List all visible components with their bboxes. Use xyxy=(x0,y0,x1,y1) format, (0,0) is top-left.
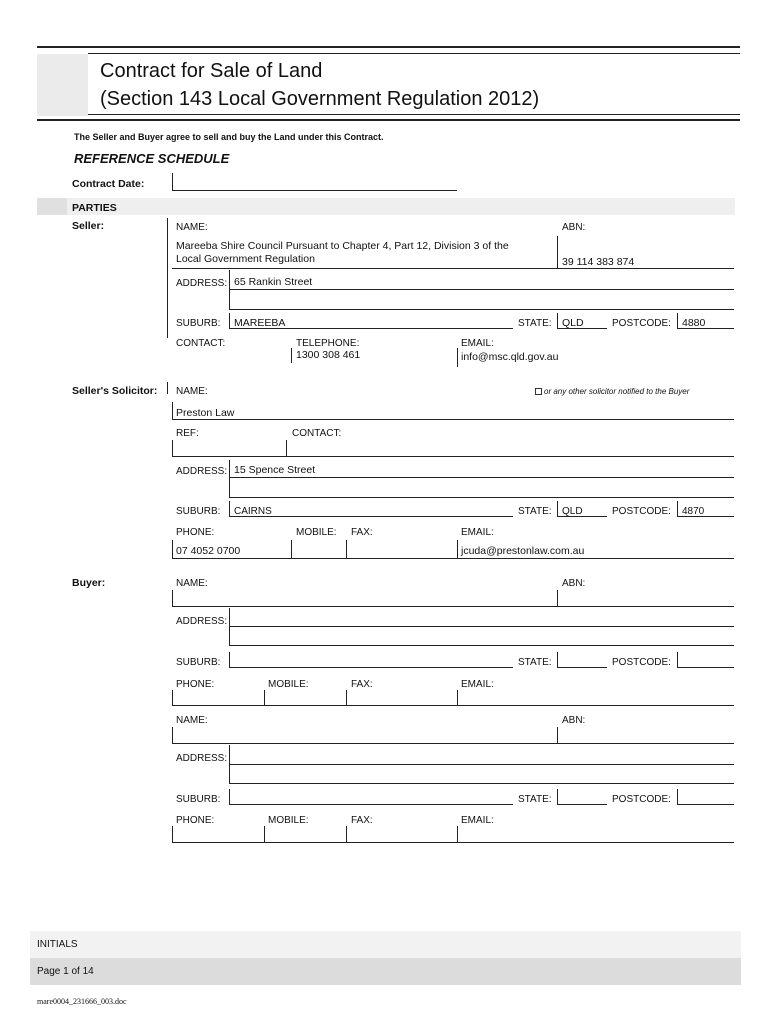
buyer-1-mobile-label: MOBILE: xyxy=(268,679,309,690)
seller-address-label: ADDRESS: xyxy=(176,278,228,289)
seller-telephone-value: 1300 308 461 xyxy=(296,349,361,361)
buyer-1-abn-field[interactable] xyxy=(562,591,732,605)
buyer-1-mobile-divider xyxy=(264,690,265,705)
buyer-2-name-underline xyxy=(172,743,734,744)
buyer-2-name-label: NAME: xyxy=(176,715,208,726)
buyer-1-address-field[interactable] xyxy=(234,611,732,625)
buyer-2-mobile-divider xyxy=(264,826,265,842)
solicitor-suburb-divider xyxy=(229,501,230,516)
buyer-2-postcode-divider xyxy=(677,789,678,804)
solicitor-name-underline xyxy=(172,419,734,420)
buyer-2-abn-label: ABN: xyxy=(562,715,586,726)
solicitor-ref-label: REF: xyxy=(176,428,199,439)
buyer-2-postcode-underline xyxy=(677,804,734,805)
solicitor-address-line-1 xyxy=(229,477,734,478)
intro-text: The Seller and Buyer agree to sell and buy the Land under this Contract. xyxy=(74,132,384,142)
buyer-1-email-divider xyxy=(457,690,458,705)
seller-postcode-underline xyxy=(677,328,734,329)
buyer-1-name-label: NAME: xyxy=(176,578,208,589)
contract-date-left-border xyxy=(172,173,173,190)
solicitor-state-label: STATE: xyxy=(518,506,552,517)
buyer-2-abn-divider xyxy=(557,727,558,743)
seller-state-divider xyxy=(557,313,558,328)
buyer-1-postcode-divider xyxy=(677,652,678,667)
doc-reference: mare0004_231666_003.doc xyxy=(37,997,127,1006)
seller-state-label: STATE: xyxy=(518,318,552,329)
buyer-2-fax-divider xyxy=(346,826,347,842)
buyer-label: Buyer: xyxy=(72,577,106,589)
buyer-2-suburb-underline xyxy=(229,804,513,805)
buyer-2-phone-label: PHONE: xyxy=(176,815,215,826)
solicitor-postcode-label: POSTCODE: xyxy=(612,506,671,517)
seller-suburb-label: SUBURB: xyxy=(176,318,221,329)
seller-name-label: NAME: xyxy=(176,222,208,233)
solicitor-phone-value: 07 4052 0700 xyxy=(176,545,241,557)
buyer-2-suburb-divider xyxy=(229,789,230,804)
seller-address-line-2 xyxy=(229,309,734,310)
solicitor-ref-underline xyxy=(172,456,734,457)
solicitor-suburb-label: SUBURB: xyxy=(176,506,221,517)
solicitor-address-line-2 xyxy=(229,497,734,498)
seller-suburb-divider xyxy=(229,313,230,328)
solicitor-address-value: 15 Spence Street xyxy=(234,464,316,476)
buyer-2-abn-field[interactable] xyxy=(562,728,732,742)
solicitor-state-underline xyxy=(557,516,607,517)
solicitor-checkbox-icon[interactable] xyxy=(535,388,542,395)
contract-date-label: Contract Date: xyxy=(72,178,145,190)
seller-abn-label: ABN: xyxy=(562,222,586,233)
seller-email-divider xyxy=(457,348,458,367)
buyer-2-fax-field[interactable] xyxy=(350,827,453,841)
solicitor-name-border xyxy=(172,402,173,420)
solicitor-postcode-value: 4870 xyxy=(682,506,705,517)
parties-grey-marker xyxy=(37,198,67,215)
solicitor-address-divider xyxy=(229,460,230,498)
buyer-2-suburb-label: SUBURB: xyxy=(176,794,221,805)
title-line-1: Contract for Sale of Land xyxy=(100,60,323,82)
buyer-1-fax-field[interactable] xyxy=(350,691,453,704)
solicitor-postcode-underline xyxy=(677,516,734,517)
buyer-2-address-label: ADDRESS: xyxy=(176,753,228,764)
solicitor-phone-label: PHONE: xyxy=(176,527,215,538)
buyer-2-mobile-field[interactable] xyxy=(268,827,342,841)
buyer-2-state-label: STATE: xyxy=(518,794,552,805)
buyer-1-phone-border xyxy=(172,690,173,705)
buyer-1-state-divider xyxy=(557,652,558,667)
buyer-1-email-label: EMAIL: xyxy=(461,679,494,690)
parties-bar xyxy=(67,198,735,215)
buyer-2-phone-field[interactable] xyxy=(176,827,260,841)
buyer-2-address-line-1 xyxy=(229,764,734,765)
solicitor-ref-border xyxy=(172,440,173,456)
solicitor-postcode-divider xyxy=(677,501,678,516)
title-top-rule xyxy=(37,46,740,48)
buyer-1-phone-field[interactable] xyxy=(176,691,260,704)
buyer-2-address-field[interactable] xyxy=(234,749,732,763)
title-line-2: (Section 143 Local Government Regulation 2012) xyxy=(100,88,540,110)
buyer-2-name-border xyxy=(172,727,173,743)
solicitor-name-value: Preston Law xyxy=(176,407,235,419)
seller-state-underline xyxy=(557,328,607,329)
title-bottom-rule xyxy=(37,119,740,121)
buyer-1-name-border xyxy=(172,590,173,606)
seller-address-value: 65 Rankin Street xyxy=(234,276,313,288)
buyer-1-mobile-field[interactable] xyxy=(268,691,342,704)
buyer-1-suburb-divider xyxy=(229,652,230,667)
buyer-1-state-label: STATE: xyxy=(518,657,552,668)
seller-address-divider xyxy=(229,270,230,310)
seller-abn-value: 39 114 383 874 xyxy=(562,256,635,268)
buyer-2-postcode-field[interactable] xyxy=(681,790,732,803)
solicitor-contact-divider xyxy=(286,440,287,456)
solicitor-fax-divider xyxy=(346,540,347,558)
buyer-2-state-underline xyxy=(557,804,607,805)
solicitor-mobile-label: MOBILE: xyxy=(296,527,337,538)
seller-left-border xyxy=(167,218,168,338)
title-under-rule xyxy=(88,114,740,115)
solicitor-suburb-value: CAIRNS xyxy=(234,506,272,517)
buyer-1-postcode-field[interactable] xyxy=(681,653,732,666)
solicitor-state-divider xyxy=(557,501,558,516)
buyer-2-suburb-field[interactable] xyxy=(234,790,509,803)
buyer-1-email-field[interactable] xyxy=(461,691,732,704)
seller-name-line-1: Mareeba Shire Council Pursuant to Chapter 4, Part 12, Division 3 of the xyxy=(176,240,509,252)
seller-label: Seller: xyxy=(72,220,105,232)
buyer-1-address-line-1 xyxy=(229,626,734,627)
buyer-2-postcode-label: POSTCODE: xyxy=(612,794,671,805)
buyer-1-suburb-underline xyxy=(229,667,513,668)
seller-postcode-value: 4880 xyxy=(682,317,706,329)
buyer-2-fax-label: FAX: xyxy=(351,815,373,826)
solicitor-suburb-underline xyxy=(229,516,513,517)
solicitor-email-value: jcuda@prestonlaw.com.au xyxy=(461,545,585,557)
solicitor-left-border xyxy=(167,382,168,394)
buyer-2-email-field[interactable] xyxy=(461,827,732,841)
initials-bar[interactable] xyxy=(30,931,741,958)
schedule-heading: REFERENCE SCHEDULE xyxy=(74,151,230,166)
buyer-1-abn-label: ABN: xyxy=(562,578,586,589)
buyer-1-name-field[interactable] xyxy=(176,591,551,605)
buyer-2-phone-underline xyxy=(172,842,734,843)
buyer-2-state-field[interactable] xyxy=(561,790,605,803)
buyer-1-fax-label: FAX: xyxy=(351,679,373,690)
buyer-2-address-line-2 xyxy=(229,783,734,784)
buyer-1-suburb-field[interactable] xyxy=(234,653,509,666)
buyer-1-postcode-label: POSTCODE: xyxy=(612,657,671,668)
solicitor-note: or any other solicitor notified to the Buyer xyxy=(544,387,690,396)
parties-label: PARTIES xyxy=(72,202,117,214)
buyer-2-email-divider xyxy=(457,826,458,842)
buyer-2-email-label: EMAIL: xyxy=(461,815,494,826)
buyer-1-fax-divider xyxy=(346,690,347,705)
title-thin-rule xyxy=(88,53,740,54)
solicitor-phone-border xyxy=(172,540,173,558)
solicitor-state-value: QLD xyxy=(562,506,583,517)
solicitor-email-label: EMAIL: xyxy=(461,527,494,538)
seller-telephone-divider xyxy=(291,348,292,363)
title-grey-box xyxy=(37,54,88,116)
contract-date-field[interactable] xyxy=(176,175,454,189)
seller-telephone-label: TELEPHONE: xyxy=(296,338,360,349)
buyer-1-abn-divider xyxy=(557,590,558,606)
seller-suburb-value: MAREEBA xyxy=(234,317,286,329)
solicitor-label: Seller's Solicitor: xyxy=(72,385,158,397)
solicitor-fax-label: FAX: xyxy=(351,527,373,538)
solicitor-email-divider xyxy=(457,540,458,558)
solicitor-address-label: ADDRESS: xyxy=(176,466,228,477)
buyer-1-state-field[interactable] xyxy=(561,653,605,666)
seller-state-value: QLD xyxy=(562,317,584,329)
buyer-1-postcode-underline xyxy=(677,667,734,668)
buyer-1-name-underline xyxy=(172,606,734,607)
buyer-2-name-field[interactable] xyxy=(176,728,551,742)
seller-email-value: info@msc.qld.gov.au xyxy=(461,351,559,363)
buyer-2-mobile-label: MOBILE: xyxy=(268,815,309,826)
seller-postcode-divider xyxy=(677,313,678,328)
seller-contact-label: CONTACT: xyxy=(176,338,226,349)
buyer-1-suburb-label: SUBURB: xyxy=(176,657,221,668)
buyer-2-state-divider xyxy=(557,789,558,804)
seller-name-underline xyxy=(172,268,734,269)
seller-suburb-underline xyxy=(229,328,513,329)
buyer-1-phone-underline xyxy=(172,705,734,706)
buyer-1-address-divider xyxy=(229,608,230,646)
solicitor-name-label: NAME: xyxy=(176,386,208,397)
buyer-2-phone-border xyxy=(172,826,173,842)
seller-email-label: EMAIL: xyxy=(461,338,494,349)
seller-name-line-2: Local Government Regulation xyxy=(176,253,315,265)
page-bar xyxy=(30,958,741,985)
solicitor-contact-label: CONTACT: xyxy=(292,428,342,439)
buyer-1-phone-label: PHONE: xyxy=(176,679,215,690)
page-number: Page 1 of 14 xyxy=(37,966,94,977)
seller-postcode-label: POSTCODE: xyxy=(612,318,671,329)
buyer-1-address-label: ADDRESS: xyxy=(176,616,228,627)
solicitor-phone-underline xyxy=(172,558,734,559)
seller-address-line-1 xyxy=(229,289,734,290)
contract-date-underline xyxy=(172,190,457,191)
buyer-1-address-line-2 xyxy=(229,645,734,646)
initials-label: INITIALS xyxy=(37,939,78,950)
buyer-1-state-underline xyxy=(557,667,607,668)
seller-abn-divider xyxy=(557,236,558,268)
solicitor-mobile-divider xyxy=(291,540,292,558)
